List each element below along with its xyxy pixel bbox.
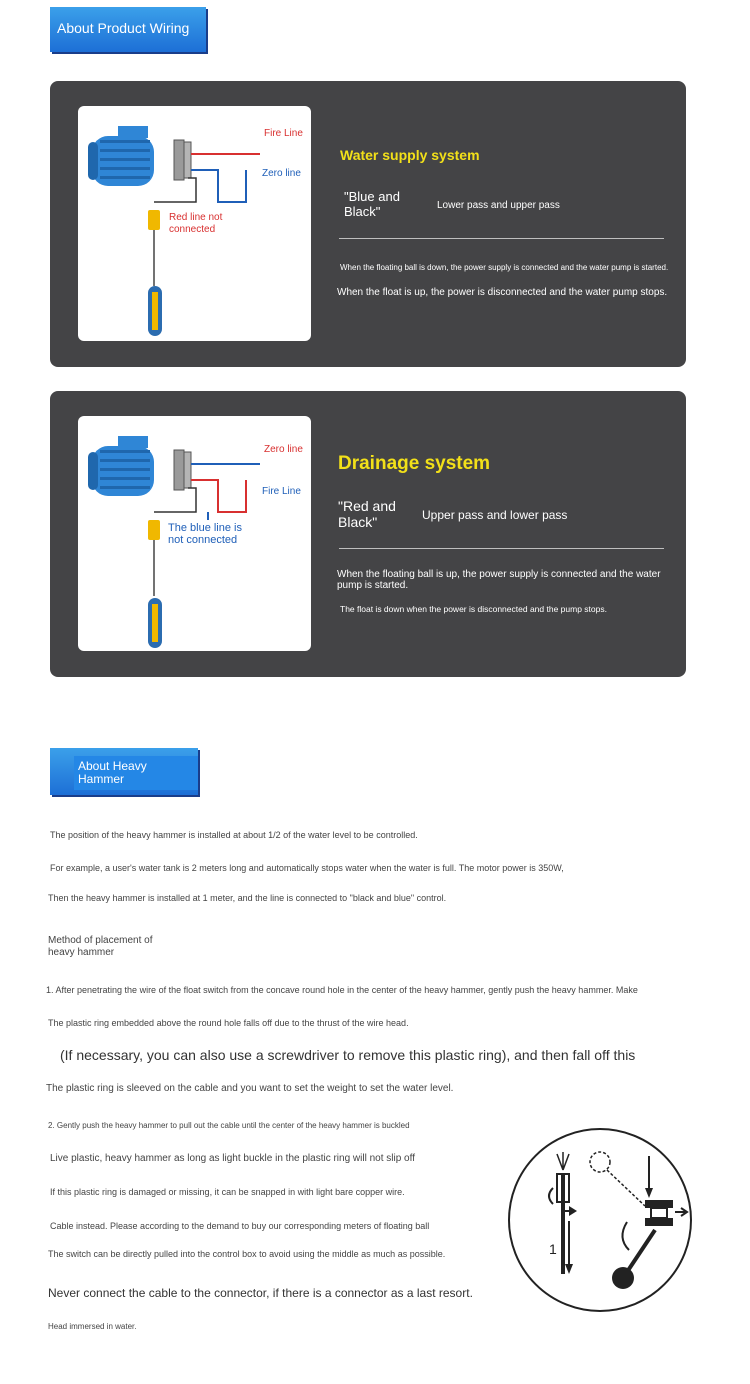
motor-endcap [88, 452, 98, 490]
hammer-text-line: Live plastic, heavy hammer as long as light buckle in the plastic ring will not slip off [50, 1153, 415, 1164]
pass-mode: Lower pass and upper pass [437, 200, 560, 211]
hammer-text-line: (If necessary, you can also use a screwdriver to remove this plastic ring), and then fall off this [60, 1047, 636, 1063]
motor-flange [174, 140, 184, 180]
zero-line-wire [191, 170, 246, 202]
hammer-text-line: Never connect the cable to the connector, if there is a connector as a last resort. [48, 1286, 473, 1300]
fire-line-label: Fire Line [264, 128, 303, 139]
hammer-text-line: Head immersed in water. [48, 1322, 137, 1331]
hammer-text-line: If this plastic ring is damaged or missing, it can be snapped in with light bare copper wire. [50, 1187, 405, 1197]
motor-rib [100, 140, 150, 143]
motor-flange [184, 452, 191, 488]
motor-terminal-box [118, 436, 148, 448]
water-supply-wiring-diagram [78, 106, 311, 341]
motor-endcap [88, 142, 98, 180]
black-wire [154, 488, 196, 512]
fire-line-label: Fire Line [262, 486, 301, 497]
float-stripe [152, 604, 158, 642]
drainage-panel [50, 391, 686, 677]
fire-line-wire [191, 480, 246, 512]
motor-rib [100, 158, 150, 161]
motor-rib [100, 459, 150, 462]
not-connected-note: The blue line is not connected [168, 522, 242, 546]
description-line: The float is down when the power is disconnected and the pump stops. [340, 604, 607, 614]
section-header-heavy-hammer [50, 748, 198, 795]
motor-rib [100, 149, 150, 152]
motor-rib [100, 477, 150, 480]
wire-pair-name: "Red and Black" [338, 498, 396, 530]
hammer-bottom [645, 1218, 673, 1226]
step-number: 1 [549, 1241, 557, 1257]
hammer-text-line: For example, a user's water tank is 2 meters long and automatically stops water when the water is full. The motor power is 350W, [50, 863, 564, 873]
hammer-text-line: The plastic ring is sleeved on the cable and you want to set the weight to set the water level. [46, 1083, 454, 1094]
section-header-label: About Product Wiring [57, 20, 190, 36]
hammer-text-line: The switch can be directly pulled into the control box to avoid using the middle as much as possible. [48, 1249, 446, 1259]
panel-title: Drainage system [338, 453, 491, 474]
panel-title: Water supply system [340, 147, 480, 163]
hammer-text-line: Cable instead. Please according to the demand to buy our corresponding meters of floating ball [50, 1221, 430, 1231]
black-wire [154, 178, 196, 202]
description-line: When the float is up, the power is disconnected and the water pump stops. [337, 287, 668, 298]
hammer-top [645, 1200, 673, 1208]
float-ball-icon [612, 1267, 634, 1289]
motor-flange [184, 142, 191, 178]
float-stripe [152, 292, 158, 330]
hammer-text-line: The position of the heavy hammer is installed at about 1/2 of the water level to be controlled. [50, 830, 418, 840]
divider [339, 548, 664, 549]
motor-flange [174, 450, 184, 490]
hammer-subheading: Method of placement of heavy hammer [48, 935, 153, 958]
motor-rib [100, 450, 150, 453]
motor-rib [100, 167, 150, 170]
description-line: When the floating ball is down, the power supply is connected and the water pump is started. [340, 263, 669, 272]
hammer-text-line: 2. Gently push the heavy hammer to pull out the cable until the center of the heavy hammer is buckled [48, 1121, 410, 1130]
motor-rib [100, 486, 150, 489]
float-connector [148, 520, 160, 540]
cable [561, 1174, 565, 1274]
pass-mode: Upper pass and lower pass [422, 508, 568, 522]
hammer-text-line: 1. After penetrating the wire of the float switch from the concave round hole in the center of the heavy hammer, gently push the heavy hammer. Make [46, 985, 638, 995]
motor-rib [100, 468, 150, 471]
wire-pair-name: "Blue and Black" [344, 189, 400, 219]
not-connected-note: Red line not connected [169, 212, 223, 235]
description-line: When the floating ball is up, the power supply is connected and the water pump is started. [337, 569, 661, 591]
drainage-wiring-diagram [78, 416, 311, 651]
section-header-product-wiring [50, 7, 206, 52]
section-header-label: About Heavy Hammer [74, 756, 198, 790]
water-supply-panel [50, 81, 686, 367]
zero-line-label: Zero line [264, 444, 303, 455]
hammer-text-line: Then the heavy hammer is installed at 1 meter, and the line is connected to "black and blue" control. [48, 893, 447, 903]
hammer-placement-illustration [505, 1126, 695, 1314]
zero-line-label: Zero line [262, 168, 301, 179]
motor-rib [100, 176, 150, 179]
motor-terminal-box [118, 126, 148, 138]
counterweight-icon [651, 1208, 667, 1218]
hammer-text-line: The plastic ring embedded above the round hole falls off due to the thrust of the wire head. [48, 1018, 409, 1028]
divider [339, 238, 664, 239]
